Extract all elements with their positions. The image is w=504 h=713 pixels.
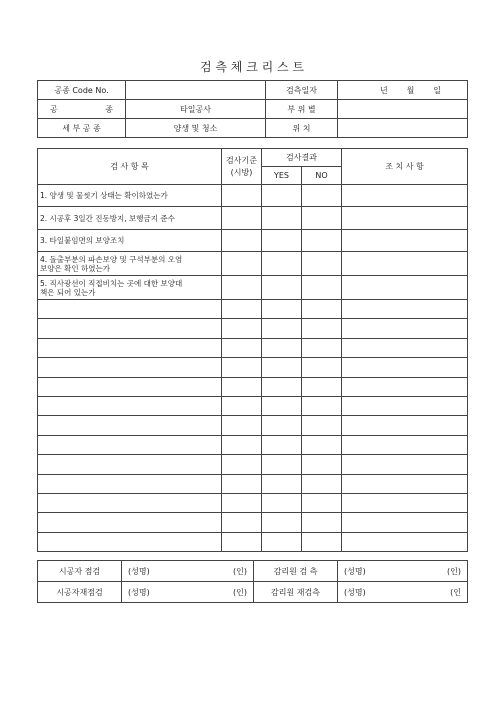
criteria-cell[interactable]	[222, 416, 262, 435]
action-cell[interactable]	[342, 338, 468, 357]
contractor-recheck-sign[interactable]	[122, 582, 254, 603]
contractor-recheck-label: 시공자재점검	[38, 582, 122, 603]
yes-cell[interactable]	[262, 377, 302, 396]
work-type-value: 타일공사	[126, 100, 266, 119]
name-label: (성명)	[128, 587, 150, 597]
name-label: (성명)	[344, 587, 366, 597]
no-cell[interactable]	[302, 252, 342, 276]
item-text: 3. 타일붙임면의 보양조치	[40, 236, 125, 245]
col-items-header: 검 사 항 목	[38, 149, 222, 185]
work-code-value[interactable]	[126, 81, 266, 100]
no-cell[interactable]	[302, 377, 342, 396]
position-label: 위 치	[266, 119, 338, 138]
item-text-cell	[38, 185, 222, 207]
item-text: 2. 시공후 3일간 진동방지, 보행금지 준수	[40, 213, 175, 223]
item-text-cell	[38, 532, 222, 551]
work-code-label: 공종 Code No.	[38, 81, 126, 100]
yes-cell[interactable]	[262, 300, 302, 319]
contractor-check-label: 시공자 점검	[38, 561, 122, 582]
criteria-cell[interactable]	[222, 493, 262, 512]
yes-cell[interactable]	[262, 493, 302, 512]
checklist-row-blank	[38, 377, 468, 396]
checklist-row	[38, 252, 468, 276]
criteria-cell[interactable]	[222, 300, 262, 319]
checklist-row-blank	[38, 493, 468, 512]
yes-cell[interactable]	[262, 455, 302, 474]
col-no-header: NO	[302, 167, 342, 185]
action-cell[interactable]	[342, 435, 468, 454]
item-text-cell	[38, 319, 222, 338]
action-cell[interactable]	[342, 300, 468, 319]
item-text-cell	[38, 455, 222, 474]
item-text: 책은 되어 있는가	[40, 287, 96, 297]
yes-cell[interactable]	[262, 319, 302, 338]
inspection-date-value[interactable]	[338, 81, 468, 100]
criteria-cell[interactable]	[222, 319, 262, 338]
item-text-cell	[38, 377, 222, 396]
no-cell[interactable]	[302, 185, 342, 207]
header-table	[37, 80, 468, 138]
checklist-row-blank	[38, 474, 468, 493]
item-text-cell	[38, 338, 222, 357]
checklist-table	[37, 148, 468, 552]
work-type-label-b: 종	[105, 104, 113, 114]
checklist-row	[38, 185, 468, 207]
item-text-cell	[38, 416, 222, 435]
item-text-cell	[38, 513, 222, 532]
checklist-row-blank	[38, 532, 468, 551]
yes-cell[interactable]	[262, 532, 302, 551]
criteria-cell[interactable]	[222, 230, 262, 252]
checklist-row	[38, 230, 468, 252]
no-cell[interactable]	[302, 532, 342, 551]
item-text: 5. 직사광선이 직접비치는 곳에 대한 보양대	[40, 278, 183, 288]
inspection-date-label: 검측일자	[266, 81, 338, 100]
criteria-cell[interactable]	[222, 377, 262, 396]
supervisor-reinspect-label: 감리원 재검측	[254, 582, 338, 603]
yes-cell[interactable]	[262, 416, 302, 435]
action-cell[interactable]	[342, 252, 468, 276]
no-cell[interactable]	[302, 319, 342, 338]
checklist-row-blank	[38, 455, 468, 474]
yes-cell[interactable]	[262, 474, 302, 493]
location-value[interactable]	[338, 100, 468, 119]
item-text-cell	[38, 435, 222, 454]
item-text-cell	[38, 493, 222, 512]
item-text-cell	[38, 207, 222, 230]
no-cell[interactable]	[302, 416, 342, 435]
criteria-cell[interactable]	[222, 396, 262, 415]
action-cell[interactable]	[342, 276, 468, 300]
criteria-cell[interactable]	[222, 276, 262, 300]
col-criteria-line2: (시방)	[230, 167, 253, 177]
yes-cell[interactable]	[262, 435, 302, 454]
no-cell[interactable]	[302, 276, 342, 300]
no-cell[interactable]	[302, 455, 342, 474]
no-cell[interactable]	[302, 207, 342, 230]
action-cell[interactable]	[342, 358, 468, 377]
criteria-cell[interactable]	[222, 338, 262, 357]
contractor-check-sign[interactable]	[122, 561, 254, 582]
work-type-label	[38, 100, 126, 119]
item-text-cell	[38, 358, 222, 377]
criteria-cell[interactable]	[222, 455, 262, 474]
supervisor-inspect-label: 감리원 검 측	[254, 561, 338, 582]
date-month: 월	[406, 85, 415, 95]
criteria-cell[interactable]	[222, 532, 262, 551]
action-cell[interactable]	[342, 513, 468, 532]
supervisor-inspect-sign[interactable]	[338, 561, 468, 582]
date-year: 년	[380, 85, 388, 95]
col-criteria-header	[222, 149, 262, 185]
yes-cell[interactable]	[262, 185, 302, 207]
criteria-cell[interactable]	[222, 358, 262, 377]
item-text-cell	[38, 300, 222, 319]
criteria-cell[interactable]	[222, 513, 262, 532]
yes-cell[interactable]	[262, 396, 302, 415]
action-cell[interactable]	[342, 377, 468, 396]
position-value[interactable]	[338, 119, 468, 138]
criteria-cell[interactable]	[222, 185, 262, 207]
detail-work-label: 세 부 공 종	[38, 119, 126, 138]
checklist-row	[38, 207, 468, 230]
work-type-label-a: 공	[50, 104, 58, 114]
checklist-row	[38, 276, 468, 300]
criteria-cell[interactable]	[222, 207, 262, 230]
checklist-row-blank	[38, 319, 468, 338]
no-cell[interactable]	[302, 474, 342, 493]
action-cell[interactable]	[342, 230, 468, 252]
yes-cell[interactable]	[262, 230, 302, 252]
action-cell[interactable]	[342, 532, 468, 551]
col-result-header: 검사결과	[262, 149, 342, 167]
supervisor-reinspect-sign[interactable]	[338, 582, 468, 603]
action-cell[interactable]	[342, 416, 468, 435]
yes-cell[interactable]	[262, 207, 302, 230]
no-cell[interactable]	[302, 513, 342, 532]
checklist-row-blank	[38, 513, 468, 532]
no-cell[interactable]	[302, 493, 342, 512]
checklist-row-blank	[38, 300, 468, 319]
page-title: 검 측 체 크 리 스 트	[199, 60, 305, 74]
criteria-cell[interactable]	[222, 435, 262, 454]
no-cell[interactable]	[302, 338, 342, 357]
action-cell[interactable]	[342, 396, 468, 415]
checklist-row-blank	[38, 416, 468, 435]
checklist-row-blank	[38, 396, 468, 415]
action-cell[interactable]	[342, 185, 468, 207]
action-cell[interactable]	[342, 493, 468, 512]
yes-cell[interactable]	[262, 252, 302, 276]
item-text-cell	[38, 252, 222, 276]
action-cell[interactable]	[342, 455, 468, 474]
col-criteria-line1: 검사기준	[226, 155, 257, 165]
action-cell[interactable]	[342, 319, 468, 338]
no-cell[interactable]	[302, 300, 342, 319]
action-cell[interactable]	[342, 207, 468, 230]
location-label: 부 위 별	[266, 100, 338, 119]
seal-label: (인)	[447, 566, 461, 576]
name-label: (성명)	[128, 566, 150, 576]
yes-cell[interactable]	[262, 276, 302, 300]
checklist-row-blank	[38, 358, 468, 377]
item-text-cell	[38, 230, 222, 252]
detail-work-value: 양생 및 청소	[126, 119, 266, 138]
item-text-cell	[38, 396, 222, 415]
seal-label: (인)	[233, 587, 247, 597]
criteria-cell[interactable]	[222, 252, 262, 276]
col-yes-header: YES	[262, 167, 302, 185]
yes-cell[interactable]	[262, 338, 302, 357]
checklist-row-blank	[38, 435, 468, 454]
col-action-header: 조 치 사 항	[342, 149, 468, 185]
yes-cell[interactable]	[262, 358, 302, 377]
item-text-cell	[38, 474, 222, 493]
item-text: 1. 양생 및 물씻기 상태는 확이하였는가	[40, 191, 168, 200]
no-cell[interactable]	[302, 396, 342, 415]
seal-label: (인	[450, 587, 461, 597]
no-cell[interactable]	[302, 435, 342, 454]
name-label: (성명)	[344, 566, 366, 576]
seal-label: (인)	[233, 566, 247, 576]
signature-table	[37, 560, 468, 603]
date-day: 일	[433, 85, 441, 95]
item-text: 보양은 확인 하였는가	[40, 263, 110, 273]
criteria-cell[interactable]	[222, 474, 262, 493]
yes-cell[interactable]	[262, 513, 302, 532]
action-cell[interactable]	[342, 474, 468, 493]
checklist-row-blank	[38, 338, 468, 357]
no-cell[interactable]	[302, 230, 342, 252]
item-text: 4. 돌출부분의 파손보양 및 구석부분의 오염	[40, 254, 183, 264]
item-text-cell	[38, 276, 222, 300]
no-cell[interactable]	[302, 358, 342, 377]
